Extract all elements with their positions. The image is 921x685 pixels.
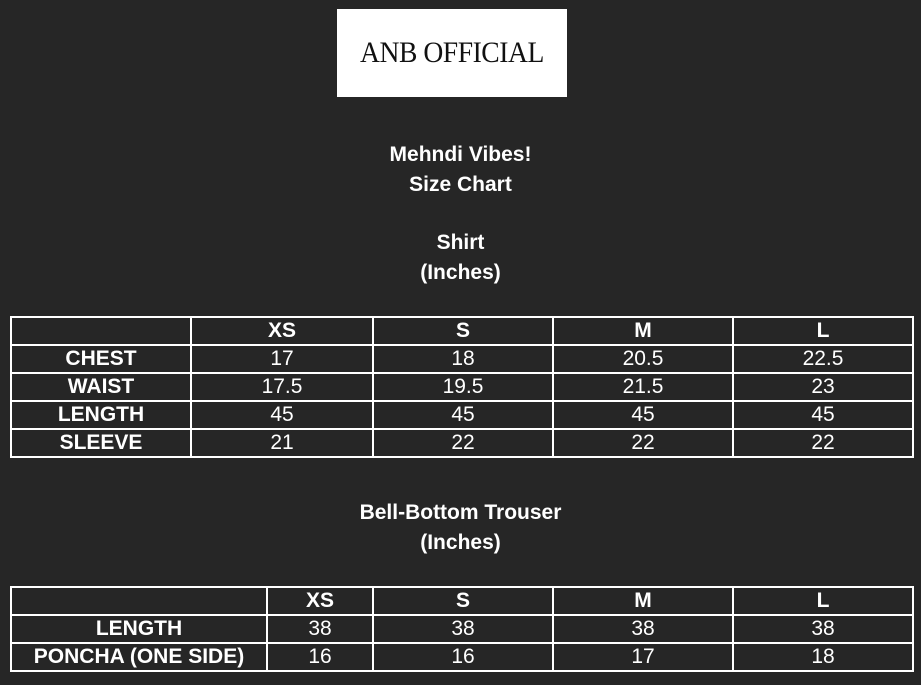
table-row — [11, 373, 913, 401]
brand-logo — [337, 9, 567, 97]
row-label-length: LENGTH — [11, 401, 191, 429]
column-header-l: L — [733, 317, 913, 345]
table-cell: 22 — [373, 429, 553, 457]
shirt-size-table — [10, 316, 914, 458]
shirt-unit-label: (Inches) — [420, 261, 501, 284]
table-cell: 20.5 — [553, 345, 733, 373]
table-cell: 21.5 — [553, 373, 733, 401]
table-cell: 18 — [733, 643, 913, 671]
table-row — [11, 643, 913, 671]
table-row — [11, 345, 913, 373]
table-cell: 16 — [267, 643, 373, 671]
table-header-row — [11, 317, 913, 345]
table-cell: 45 — [373, 401, 553, 429]
column-header-xs: XS — [267, 587, 373, 615]
table-header-row — [11, 587, 913, 615]
table-cell: 22.5 — [733, 345, 913, 373]
row-label-poncha: PONCHA (ONE SIDE) — [11, 643, 267, 671]
table-cell: 18 — [373, 345, 553, 373]
table-cell: 45 — [191, 401, 373, 429]
collection-title: Mehndi Vibes! — [389, 143, 532, 166]
table-cell: 19.5 — [373, 373, 553, 401]
table-cell: 38 — [373, 615, 553, 643]
table-cell: 38 — [733, 615, 913, 643]
table-cell: 38 — [267, 615, 373, 643]
row-label-waist: WAIST — [11, 373, 191, 401]
size-chart-title: Size Chart — [409, 173, 512, 196]
table-cell: 22 — [553, 429, 733, 457]
table-row — [11, 615, 913, 643]
trouser-unit-label: (Inches) — [420, 531, 501, 554]
trouser-size-table — [10, 586, 914, 672]
column-header-m: M — [553, 587, 733, 615]
brand-logo-text: ANB OFFICIAL — [360, 36, 544, 69]
table-cell: 17.5 — [191, 373, 373, 401]
row-label-chest: CHEST — [11, 345, 191, 373]
table-cell: 17 — [191, 345, 373, 373]
column-header-blank — [11, 587, 267, 615]
table-cell: 45 — [553, 401, 733, 429]
table-cell: 17 — [553, 643, 733, 671]
table-row — [11, 401, 913, 429]
table-cell: 22 — [733, 429, 913, 457]
table-cell: 16 — [373, 643, 553, 671]
column-header-s: S — [373, 587, 553, 615]
trouser-section-title: Bell-Bottom Trouser — [359, 501, 562, 524]
shirt-section-title: Shirt — [436, 231, 485, 254]
column-header-xs: XS — [191, 317, 373, 345]
table-cell: 23 — [733, 373, 913, 401]
row-label-sleeve: SLEEVE — [11, 429, 191, 457]
column-header-m: M — [553, 317, 733, 345]
table-row — [11, 429, 913, 457]
table-cell: 21 — [191, 429, 373, 457]
column-header-l: L — [733, 587, 913, 615]
column-header-blank — [11, 317, 191, 345]
table-cell: 45 — [733, 401, 913, 429]
row-label-length: LENGTH — [11, 615, 267, 643]
column-header-s: S — [373, 317, 553, 345]
table-cell: 38 — [553, 615, 733, 643]
